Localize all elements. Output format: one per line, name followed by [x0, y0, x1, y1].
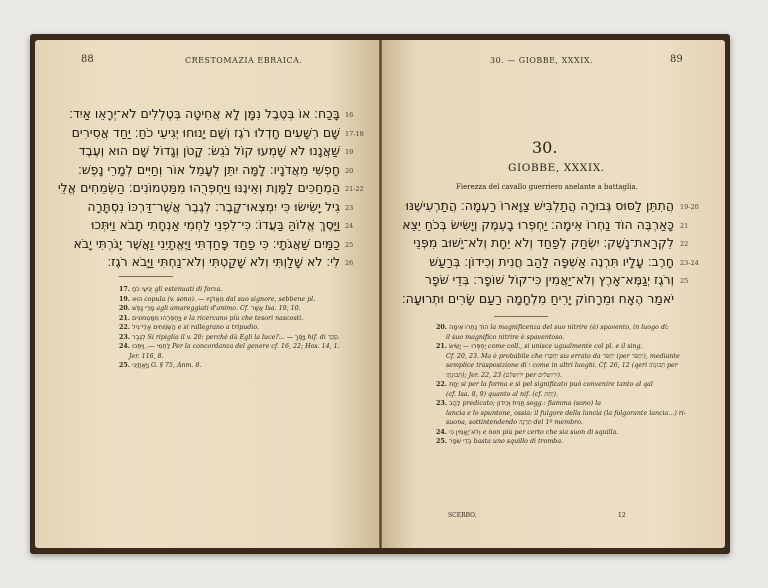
footnote-line: Cf. 20, 23. Ma è probabile che יַחְפְּרוּ sia errato da יַחְפֹּר (per יַחְפֹּר), mediante	[446, 352, 680, 360]
footnote-line: 23. לְגֶבֶר Si ripiglia il v. 20: perchè dà Egli la luce?... — וַיָּסֶךְ hif. di סָכַךְ.	[119, 333, 340, 341]
left-page-number: 88	[81, 54, 94, 65]
verse-number: 21-22	[345, 185, 364, 193]
left-page	[35, 40, 379, 548]
verse-number: 19-20	[680, 203, 699, 211]
verse-number: 17-18	[345, 129, 364, 138]
footnote-line: (cf. Isa. 8, 9) quanto al nif. (cf. יֵחַת).	[446, 390, 558, 398]
chapter-title: GIOBBE, XXXIX.	[508, 162, 605, 174]
footnote-line: 25. וַיֶּאֱתָיֵנִי G. § 75, Anm. 8.	[119, 362, 202, 369]
footnote-line: 21. יַחְפְּרוּ — יָשִׂישׂ come coll., si unisce ugualmente col pl. e il sing.	[436, 343, 643, 350]
hebrew-verse-line: יֹאמַר הֶאָח וּמֵרָחוֹק יָרִיחַ מִלְחָמָה רַעַם שָׂרִים וּתְרוּעָה׃	[401, 290, 674, 306]
footnote-line: semplice trasposizione di ו come in altri luoghi. Cf. 26, 12 (qerì תְּבוּנָתוֹ per	[446, 362, 678, 369]
footnote-line: 24. וְלֹא־יַאֲמִין כִּי e non più per certo che sia suon di squilla.	[436, 428, 619, 436]
hebrew-verse-line: כַמַּיִם שַׁאֲגֹתָי׃ כִּי פַחַד פָּחַדְתִּי וַיֶּאֱתָיֵנִי וַאֲשֶׁר יָגֹרְתִּי יָבֹא	[73, 235, 340, 251]
hebrew-verse-line: גִיל יָשִׂישׂוּ כִּי יִמְצְאוּ־קָבֶר׃ לְגֶבֶר אֲשֶׁר־דַּרְכּוֹ נִסְתָּרָה	[87, 198, 340, 214]
footnote-line: 20. מָרֵי נָפֶשׁ agli amareggiati d'animo. Cf. אֲשֶׁר Isa. 19, 10.	[119, 305, 301, 312]
footnote-line: תְּבוּנָתָו); Jer. 22, 23 (ירושלם per ירושלים).	[446, 371, 562, 379]
hebrew-verse-line: שַׁאֲנָנוּ לֹא שָׁמְעוּ קוֹל נֹגֵשׂ׃ קָטֹן וְגָדוֹל שָׁם הוּא וְעֶבֶד	[78, 143, 340, 158]
hebrew-verse-line: וַיָּסֶךְ אֱלוֹהַּ בַּעֲדוֹ׃ כִּי־לִפְנֵי לַחְמִי אַנְחָתִי תָבֹא וַיִּתְּכוּ	[91, 217, 340, 232]
hebrew-verse-line: הֲתִתֵּן לַסּוּס גְּבוּרָה הֲתַלְבִּישׁ צַוָּארוֹ רַעְמָה׃ הֲתַרְעִישֶׁנּוּ	[405, 198, 674, 213]
verse-number: 20	[345, 166, 354, 175]
footnote-line: 22. הַשְּׂמֵחִים אֱלֵי־גִיל e si rallegrano a tripudio.	[119, 324, 260, 331]
verse-number: 22	[680, 240, 689, 248]
verse-number: 26	[345, 259, 354, 267]
right-page	[382, 40, 725, 548]
footnote-line: 20. הוֹד נַחְרוֹ אֵימָה la magnificenza del suo nitrire (è) spavento, in luogo di:	[436, 324, 669, 331]
right-running-head: 30. — GIOBBE, XXXIX.	[490, 56, 594, 65]
footer-signature-right: 12	[618, 512, 626, 519]
verse-number: 21	[680, 221, 689, 230]
chapter-subtitle: Fierezza del cavallo guerriero anelante a battaglia.	[456, 183, 638, 191]
footnote-line: 24. לַחְמִי —. וַיִּתְּכוּ Per la concordanza del genere cf. 16, 22; Hos. 14, 1.	[119, 343, 340, 350]
verse-number: 19	[345, 148, 354, 156]
hebrew-verse-line: הַמְחַכִּים לַמָּוֶת וְאֵינֶנּוּ וַיַּחְפְּרֻהוּ מִמַּטְמוֹנִים׃ הַשְּׂמֵחִים אֱלֵי	[57, 180, 340, 195]
footnote-rule	[494, 316, 548, 317]
footnote-line: 21. וַיַּחְפְּרֻהוּ מִמַּטְמוֹנִים e la ricercano più che tesori nascosti.	[119, 314, 304, 322]
verse-number: 23-24	[680, 258, 699, 267]
hebrew-verse-line: לִי׃ לֹא שָׁלַוְתִּי וְלֹא שָׁקַטְתִּי וְלֹא־נַחְתִּי וַיָּבֹא רֹגֶז׃	[107, 254, 340, 269]
footer-signature-left: SCERBO.	[448, 512, 477, 519]
footnote-line: 23. לַהַב predicato; חֲנִית וְכִידוֹן sogg.: fiamma (sono) la	[436, 400, 601, 407]
hebrew-verse-line: וְרֹגֶז יְגַמֶּא־אָרֶץ וְלֹא־יַאֲמִין כִּי־קוֹל שׁוֹפָר׃ בְּדֵי שֹׁפָר	[424, 272, 674, 287]
footnote-line: il suo magnifico nitrire è spaventoso.	[446, 333, 565, 341]
footnote-line: lancia e lo spuntone, ossia: il fulgore della lancia (la folgorante lancia...) ri-	[446, 409, 686, 417]
footnote-line: 17. יְגִיעֵי כֹחַ gli estenuati di forza.	[119, 286, 223, 293]
right-page-number: 89	[670, 54, 683, 65]
open-book	[30, 34, 730, 554]
footnote-line: Jer. 116, 8.	[129, 352, 164, 360]
hebrew-verse-line: שָׁם רְשָׁעִים חָדְלוּ רֹגֶז וְשָׁם יָנוּחוּ יְגִיעֵי כֹחַ׃ יַחַד אֲסִירִים	[71, 124, 340, 140]
hebrew-verse-line: בָּכַח׃ אוֹ בְּטֶבֶל נִמָּן לָא אֲחִיטָה בְּטֶלְלִים לֹא־יְרָאֵו אַיִד׃	[69, 106, 340, 121]
verse-number: 25	[680, 277, 689, 285]
hebrew-verse-line: חָפְשִׁי מֵאֲדֹנָיו׃ לָמָּה יִתֵּן לְעָמֵל אוֹר וְחַיִּים לְמָרֵי נָפֶשׁ׃	[78, 161, 340, 177]
verse-number: 16	[345, 111, 354, 119]
footnote-rule	[119, 276, 173, 277]
footnote-line: suona, sottintendendo תִּרְנֶה del 1º membro.	[446, 419, 583, 426]
verse-number: 25	[345, 240, 354, 249]
verse-number: 23	[345, 203, 354, 212]
footnote-line: 25. בְּדֵי שֹׁפָר basta uno squillo di tromba.	[436, 438, 564, 445]
hebrew-verse-line: לִקְרַאת־נָשֶׁק׃ יִשְׂחַק לְפַחַד וְלֹא יֵחָת וְלֹא־יָשׁוּב מִפְּנֵי	[413, 235, 674, 250]
hebrew-verse-line: חָרֶב׃ עָלָיו תִּרְנֶה אַשְׁפָּה לַהַב חֲנִית וְכִידוֹן׃ בְּרַעַשׁ	[429, 253, 674, 269]
chapter-number: 30.	[532, 138, 558, 157]
left-running-head: CRESTOMAZIA EBRAICA.	[185, 56, 303, 65]
footnote-line: 19. הוּא copula (v. sono). — מֵאֲדֹנָיו dal suo signore, sebbene pl.	[119, 295, 316, 303]
verse-number: 24	[345, 222, 354, 230]
footnote-line: 22. יֵחָת si per la forma e si pel significato può convenire tanto al qal	[436, 381, 653, 388]
hebrew-verse-line: כָּאַרְבֶּה הוֹד נַחְרוֹ אֵימָה׃ יַחְפְּרוּ בָעֵמֶק וְיָשִׂישׂ בְּכֹחַ יֵצֵא	[402, 216, 674, 232]
